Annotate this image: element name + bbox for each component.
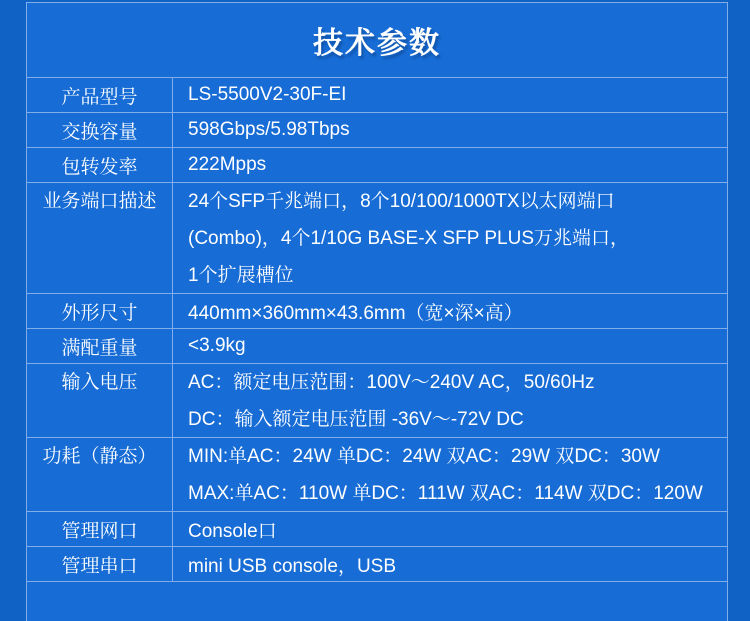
spec-value	[173, 294, 727, 328]
spec-value-line: <3.9kg	[188, 335, 246, 356]
table-row	[27, 182, 727, 293]
spec-value	[173, 78, 727, 112]
spec-value	[173, 183, 727, 293]
table-row-partial	[27, 581, 727, 621]
spec-label: 满配重量	[27, 329, 173, 363]
spec-label: 产品型号	[27, 78, 173, 112]
table-row	[27, 328, 727, 363]
spec-label: 管理网口	[27, 512, 173, 546]
spec-value-line: mini USB console，USB	[188, 555, 397, 577]
spec-value	[173, 329, 727, 363]
table-row	[27, 77, 727, 112]
spec-value	[173, 547, 727, 581]
table-row	[27, 511, 727, 546]
spec-value-line: MAX:单AC：110W 单DC：111W 双AC：114W 双DC：120W	[188, 483, 703, 504]
spec-value-line: LS-5500V2-30F-EI	[188, 84, 347, 105]
spec-label: 管理串口	[27, 547, 173, 581]
spec-label: 包转发率	[27, 148, 173, 182]
spec-table	[26, 2, 728, 621]
table-row	[27, 546, 727, 581]
spec-value-line: (Combo)，4个1/10G BASE-X SFP PLUS万兆端口，	[188, 228, 629, 249]
table-row	[27, 293, 727, 328]
table-row	[27, 363, 727, 437]
spec-value-line: Console口	[188, 520, 277, 542]
spec-value	[173, 438, 727, 511]
spec-label: 外形尺寸	[27, 294, 173, 328]
spec-value	[173, 113, 727, 147]
spec-label: 业务端口描述	[27, 183, 173, 293]
table-title: 技术参数	[313, 27, 441, 60]
table-row	[27, 437, 727, 511]
spec-value-line: 1个扩展槽位	[188, 265, 294, 286]
spec-value	[173, 512, 727, 546]
table-row	[27, 112, 727, 147]
spec-value	[173, 148, 727, 182]
spec-value-line: 222Mpps	[188, 154, 267, 175]
spec-value-line: MIN:单AC：24W 单DC：24W 双AC：29W 双DC：30W	[188, 446, 660, 467]
spec-value-line: AC：额定电压范围：100V～240V AC，50/60Hz	[188, 372, 595, 393]
spec-value-line: DC：输入额定电压范围 -36V～-72V DC	[188, 409, 524, 430]
spec-value-line: 598Gbps/5.98Tbps	[188, 119, 350, 140]
table-row	[27, 147, 727, 182]
spec-value-line: 24个SFP千兆端口，8个10/100/1000TX以太网端口	[188, 191, 615, 212]
table-rows	[27, 77, 727, 581]
spec-value	[173, 364, 727, 437]
spec-label: 功耗（静态）	[27, 438, 173, 511]
spec-label: 交换容量	[27, 113, 173, 147]
spec-label: 输入电压	[27, 364, 173, 437]
spec-value-line: 440mm×360mm×43.6mm（宽×深×高）	[188, 302, 523, 324]
